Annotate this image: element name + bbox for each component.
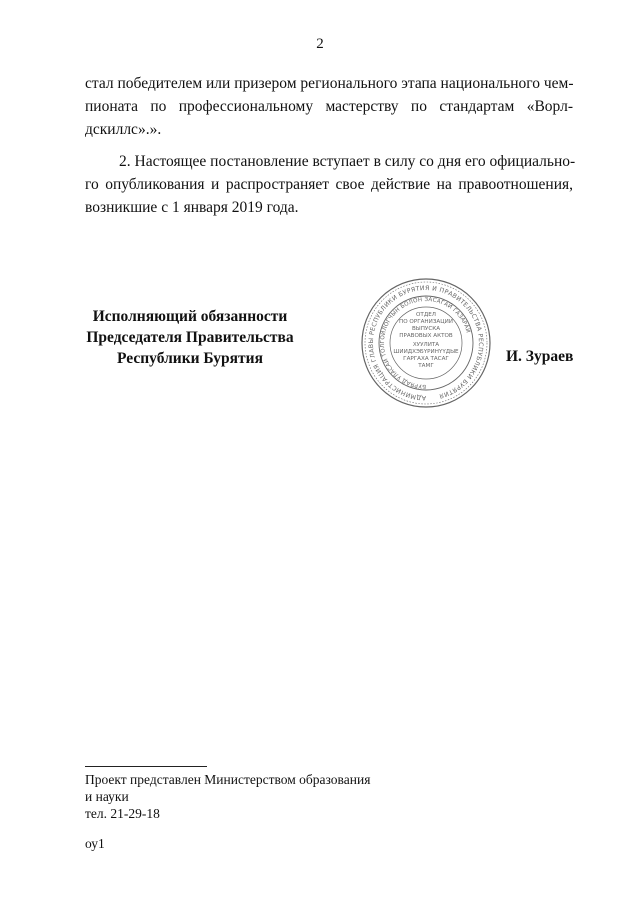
- text-line: 2. Настоящее постановление вступает в силу со дня его официально-: [119, 153, 576, 170]
- svg-text:ХУУЛИТА: ХУУЛИТА: [412, 342, 440, 348]
- signatory-title: [70, 306, 310, 369]
- text-line: дскиллс».».: [85, 121, 162, 138]
- text-line: го опубликования и распространяет свое действие на правоотношения,: [85, 176, 573, 193]
- svg-text:ГАРГАХА ТАСАГ: ГАРГАХА ТАСАГ: [403, 356, 449, 362]
- svg-text:БУРЯАД УЛАСАЙ ТОЛГОЙЛОГЧЫН БОЛ: БУРЯАД УЛАСАЙ ТОЛГОЙЛОГЧЫН БОЛОН ЗАСАГАЙ ГАЗАРАЙ: [379, 296, 471, 390]
- page-number: 2: [316, 36, 324, 52]
- svg-text:ОТДЕЛ: ОТДЕЛ: [416, 312, 436, 318]
- text-line: стал победителем или призером регионального этапа национального чем-: [85, 75, 574, 92]
- svg-text:ПРАВОВЫХ АКТОВ: ПРАВОВЫХ АКТОВ: [399, 333, 453, 339]
- text-line: пионата по профессиональному мастерству по стандартам «Ворл-: [85, 98, 573, 115]
- footnote-line: тел. 21-29-18: [85, 806, 160, 821]
- seal-stamp-icon: [354, 278, 498, 408]
- footnote-divider: [85, 766, 207, 767]
- paragraph-2: [85, 150, 576, 219]
- signatory-line: Председателя Правительства: [86, 329, 294, 346]
- text-line: возникшие с 1 января 2019 года.: [85, 199, 299, 216]
- paragraph-1: [85, 72, 573, 141]
- document-code: оу1: [85, 836, 105, 851]
- signatory-line: Исполняющий обязанности: [92, 308, 288, 325]
- svg-text:ШИИДХЭБҮРИНҮҮДЫЕ: ШИИДХЭБҮРИНҮҮДЫЕ: [393, 349, 459, 355]
- official-seal: [354, 278, 498, 408]
- footnote-line: Проект представлен Министерством образования: [85, 772, 371, 787]
- footnote-line: и науки: [85, 789, 129, 804]
- footnote: [85, 771, 370, 822]
- svg-text:АДМИНИСТРАЦИЯ ГЛАВЫ РЕСПУБЛИКИ: АДМИНИСТРАЦИЯ ГЛАВЫ РЕСПУБЛИКИ БУРЯТИЯ И ПРАВИТЕЛЬСТВА РЕСПУБЛИКИ БУРЯТИЯ: [367, 284, 485, 402]
- svg-text:ТАМГ: ТАМГ: [418, 363, 434, 369]
- svg-text:ПО ОРГАНИЗАЦИИ: ПО ОРГАНИЗАЦИИ: [399, 319, 453, 325]
- signatory-line: Республики Бурятия: [117, 350, 263, 367]
- svg-text:ВЫПУСКА: ВЫПУСКА: [411, 326, 441, 332]
- signer-name: И. Зураев: [506, 348, 574, 365]
